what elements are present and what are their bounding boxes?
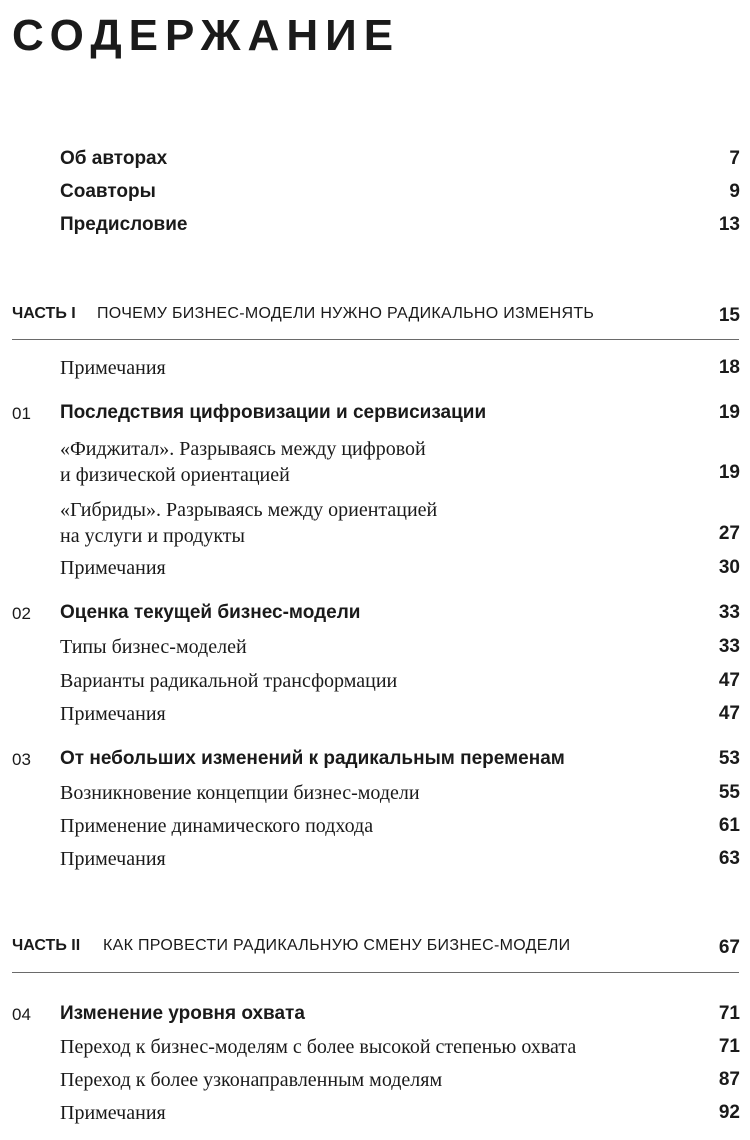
chapter-heading[interactable] bbox=[0, 602, 750, 632]
page-number: 53 bbox=[718, 748, 740, 769]
part-label: ЧАСТЬ I bbox=[12, 305, 76, 322]
page-number: 47 bbox=[718, 670, 740, 691]
page-number: 33 bbox=[718, 602, 740, 623]
toc-entry[interactable] bbox=[0, 497, 750, 553]
toc-entry[interactable] bbox=[0, 782, 750, 812]
toc-entry[interactable] bbox=[0, 148, 750, 178]
chapter-heading[interactable] bbox=[0, 402, 750, 432]
page-number: 27 bbox=[718, 523, 740, 544]
part-heading[interactable] bbox=[0, 937, 750, 967]
toc-entry[interactable] bbox=[0, 703, 750, 733]
toc-entry[interactable] bbox=[0, 815, 750, 845]
entry-label: Применение динамического подхода bbox=[60, 815, 374, 837]
entry-label: Примечания bbox=[60, 557, 166, 579]
page-title: СОДЕРЖАНИЕ bbox=[12, 11, 401, 60]
chapter-title: Изменение уровня охвата bbox=[60, 1003, 305, 1024]
entry-label: Типы бизнес-моделей bbox=[60, 636, 247, 658]
chapter-title: Последствия цифровизации и сервисизации bbox=[60, 402, 487, 423]
divider bbox=[12, 339, 739, 340]
page-number: 47 bbox=[718, 703, 740, 724]
entry-label: Предисловие bbox=[60, 214, 188, 235]
toc-entry[interactable] bbox=[0, 436, 750, 492]
page-number: 67 bbox=[718, 937, 740, 958]
toc-entry[interactable] bbox=[0, 1036, 750, 1066]
page-number: 61 bbox=[718, 815, 740, 836]
page-number: 19 bbox=[718, 402, 740, 423]
page-number: 30 bbox=[718, 557, 740, 578]
part-label: ЧАСТЬ II bbox=[12, 937, 81, 954]
entry-label: Примечания bbox=[60, 357, 166, 379]
toc-entry[interactable] bbox=[0, 214, 750, 244]
chapter-number: 01 bbox=[12, 404, 31, 423]
page-number: 7 bbox=[729, 148, 740, 169]
part-heading[interactable] bbox=[0, 305, 750, 335]
entry-label: Примечания bbox=[60, 848, 166, 870]
page-number: 63 bbox=[718, 848, 740, 869]
part-title: КАК ПРОВЕСТИ РАДИКАЛЬНУЮ СМЕНУ БИЗНЕС-МОДЕЛИ bbox=[103, 937, 571, 954]
page-number: 19 bbox=[718, 462, 740, 483]
entry-label-line: и физической ориентацией bbox=[60, 464, 290, 486]
entry-label bbox=[60, 497, 437, 549]
entry-label: Примечания bbox=[60, 703, 166, 725]
chapter-number: 04 bbox=[12, 1005, 31, 1024]
entry-label-line: «Гибриды». Разрываясь между ориентацией bbox=[60, 499, 438, 521]
page-number: 33 bbox=[718, 636, 740, 657]
chapter-title: От небольших изменений к радикальным переменам bbox=[60, 748, 565, 769]
entry-label bbox=[60, 436, 426, 488]
toc-entry[interactable] bbox=[0, 670, 750, 700]
toc-entry[interactable] bbox=[0, 1069, 750, 1099]
page-number: 87 bbox=[718, 1069, 740, 1090]
page-number: 13 bbox=[718, 214, 740, 235]
part-title: ПОЧЕМУ БИЗНЕС-МОДЕЛИ НУЖНО РАДИКАЛЬНО ИЗМЕНЯТЬ bbox=[97, 305, 595, 322]
page-number: 18 bbox=[718, 357, 740, 378]
entry-label-line: на услуги и продукты bbox=[60, 525, 245, 547]
toc-entry[interactable] bbox=[0, 557, 750, 587]
entry-label: Об авторах bbox=[60, 148, 168, 169]
page-number: 71 bbox=[718, 1036, 740, 1057]
entry-label: Варианты радикальной трансформации bbox=[60, 670, 398, 692]
page-number: 92 bbox=[718, 1102, 740, 1123]
chapter-number: 02 bbox=[12, 604, 31, 623]
toc-entry[interactable] bbox=[0, 1102, 750, 1132]
entry-label: Примечания bbox=[60, 1102, 166, 1124]
toc-entry[interactable] bbox=[0, 181, 750, 211]
chapter-title: Оценка текущей бизнес-модели bbox=[60, 602, 361, 623]
toc-entry[interactable] bbox=[0, 357, 750, 387]
chapter-heading[interactable] bbox=[0, 1003, 750, 1033]
entry-label: Переход к более узконаправленным моделям bbox=[60, 1069, 443, 1091]
toc-entry[interactable] bbox=[0, 636, 750, 666]
toc-entry[interactable] bbox=[0, 848, 750, 878]
page-number: 15 bbox=[718, 305, 740, 326]
chapter-number: 03 bbox=[12, 750, 31, 769]
entry-label: Возникновение концепции бизнес-модели bbox=[60, 782, 420, 804]
page-number: 55 bbox=[718, 782, 740, 803]
chapter-heading[interactable] bbox=[0, 748, 750, 778]
page-number: 9 bbox=[729, 181, 740, 202]
divider bbox=[12, 972, 739, 973]
entry-label: Переход к бизнес-моделям с более высокой степенью охвата bbox=[60, 1036, 577, 1058]
entry-label: Соавторы bbox=[60, 181, 156, 202]
page-number: 71 bbox=[718, 1003, 740, 1024]
entry-label-line: «Фиджитал». Разрываясь между цифровой bbox=[60, 438, 426, 460]
